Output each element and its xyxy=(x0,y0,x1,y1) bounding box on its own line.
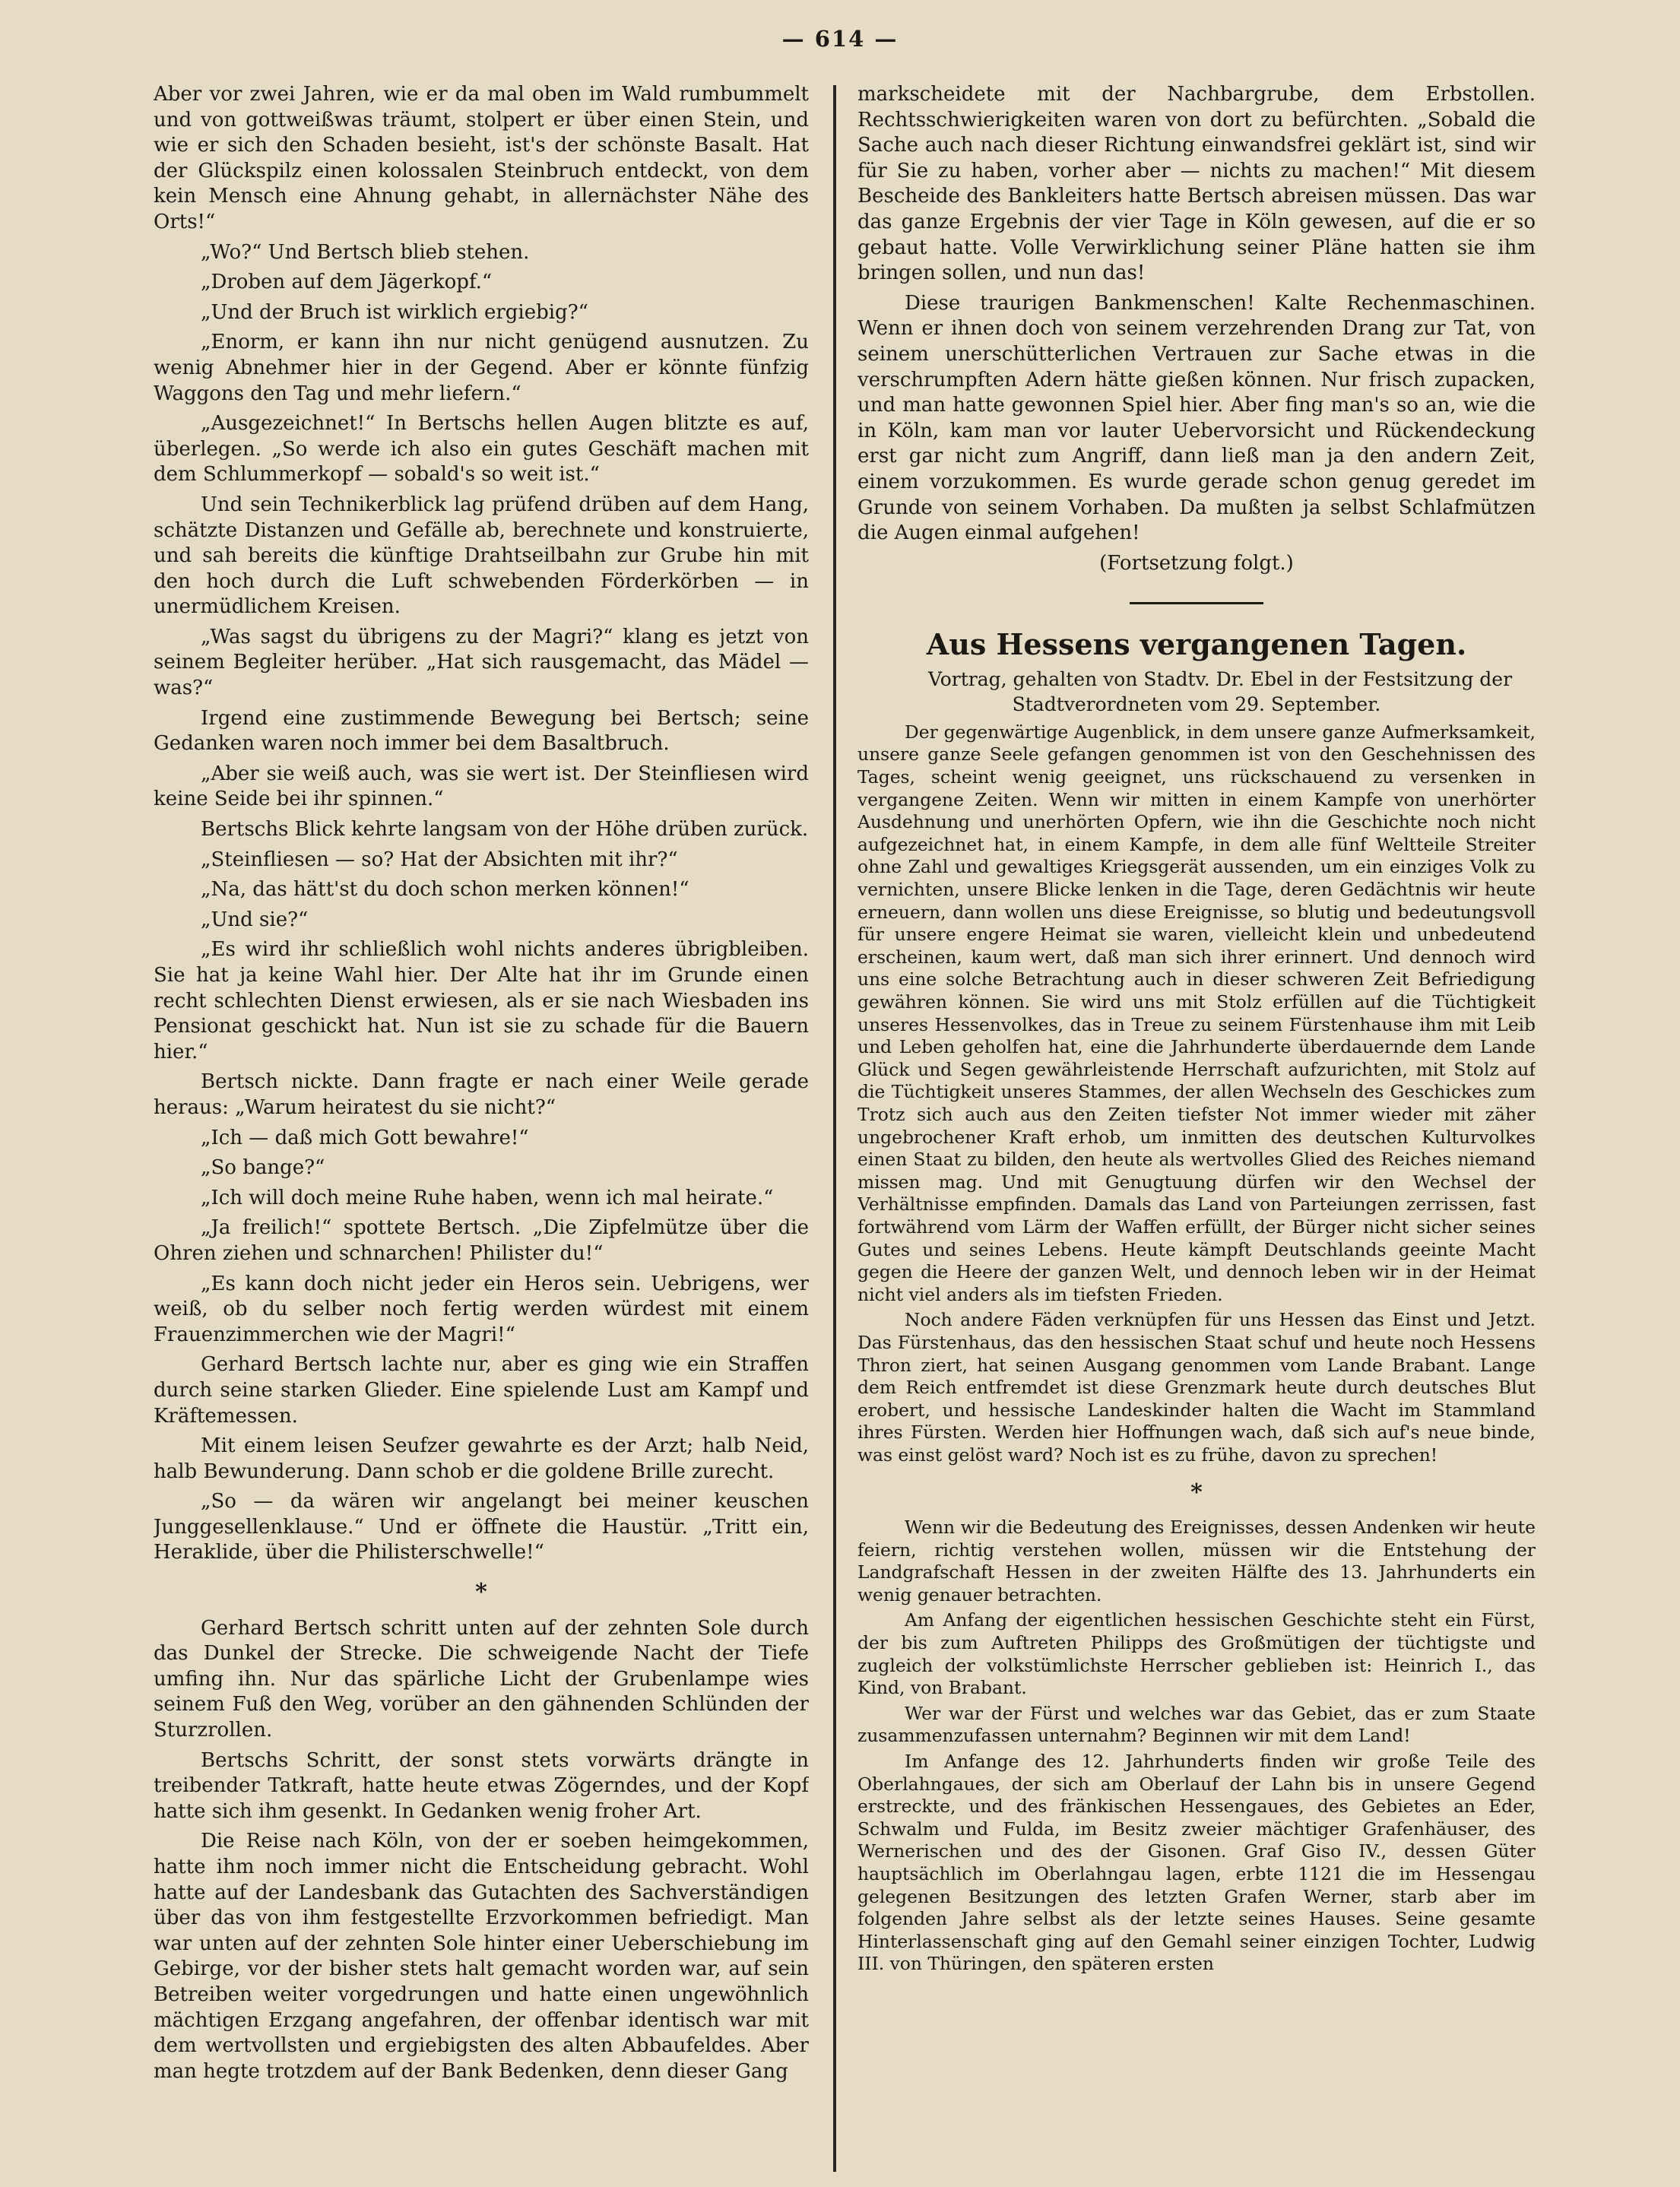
story-paragraph: Diese traurigen Bankmenschen! Kalte Rechenmaschinen. Wenn er ihnen doch von seinem verzehrenden Drang zur Tat, von seinem unerschütterlichen Vertrauen zur Sache etwas in die verschrumpften Adern hätte gießen können. Nur frisch zupacken, und man hatte gewonnen Spiel hier. Aber fing man's so an, wie die in Köln, kam man vor lauter Uebervorsicht und Rückendeckung erst gar nicht zum Angriff, dann ließ man ja den andern Zeit, einem vorzukommen. Es wurde gerade schon genug geredet im Grunde von seinem Vorhaben. Da mußten ja selbst Schlafmützen die Augen einmal aufgehen! xyxy=(857,291,1536,545)
right-column xyxy=(857,82,1536,2175)
story-paragraph: „So — da wären wir angelangt bei meiner keuschen Junggesellenklause.“ Und er öffnete die Haustür. „Tritt ein, Heraklide, über die Philisterschwelle!“ xyxy=(154,1490,809,1564)
story-paragraph: „So bange?“ xyxy=(201,1156,325,1180)
story-paragraph: „Es wird ihr schließlich wohl nichts anderes übrigbleiben. Sie hat ja keine Wahl hier. Der Alte hat ihr im Grunde einen recht schlechten Dienst erwiesen, als er sie nach Wiesbaden ins Pensionat geschickt hat. Nun ist sie zu schade für die Bauern hier.“ xyxy=(154,938,809,1063)
story-paragraph: „Aber sie weiß auch, was sie wert ist. Der Steinfliesen wird keine Seide bei ihr spinnen.“ xyxy=(154,762,809,811)
story-paragraph: „Wo?“ Und Bertsch blieb stehen. xyxy=(201,240,530,264)
story-paragraph: markscheidete mit der Nachbargrube, dem Erbstollen. Rechtsschwierigkeiten waren von dort zu befürchten. „Sobald die Sache auch nach dieser Richtung einwandsfrei geklärt ist, sind wir für Sie zu haben, vorher aber — nichts zu machen!“ Mit diesem Bescheide des Bankleiters hatte Bertsch abreisen müssen. Das war das ganze Ergebnis der vier Tage in Köln gewesen, auf die er so gebaut hatte. Volle Verwirklichung seiner Pläne hatten sie ihm bringen sollen, und nun das! xyxy=(857,83,1536,285)
story-paragraph: „Droben auf dem Jägerkopf.“ xyxy=(201,271,493,294)
story-paragraph: Bertschs Schritt, der sonst stets vorwärts drängte in treibender Tatkraft, hatte heute etwas Zögerndes, und der Kopf hatte sich ihm gesenkt. In Gedanken wenig froher Art. xyxy=(154,1748,809,1823)
story-paragraph: Gerhard Bertsch schritt unten auf der zehnten Sole durch das Dunkel der Strecke. Die schweigende Nacht der Tiefe umfing ihn. Nur das spärliche Licht der Grubenlampe wies seinem Fuß den Weg, vorüber an den gähnenden Schlünden der Sturzrollen. xyxy=(154,1616,809,1742)
story-paragraph: „Was sagst du übrigens zu der Magri?“ klang es jetzt von seinem Begleiter herüber. „Hat sich rausgemacht, das Mädel — was?“ xyxy=(154,625,809,700)
column-divider xyxy=(833,85,836,2172)
story-paragraph: Und sein Technikerblick lag prüfend drüben auf dem Hang, schätzte Distanzen und Gefälle ab, berechnete und konstruierte, und sah bereits die künftige Drahtseilbahn zur Grube hin mit den hoch durch die Luft schwebenden Förderkörben — in unermüdlichem Kreisen. xyxy=(154,493,809,619)
story-paragraph: Die Reise nach Köln, von der er soeben heimgekommen, hatte ihm noch immer nicht die Entscheidung gebracht. Wohl hatte auf der Landesbank das Gutachten des Sachverständigen über das von ihm festgestellte Erzvorkommen befriedigt. Man war unten auf der zehnten Sole hinter einer Ueberschiebung im Gebirge, vor der bisher stets halt gemacht worden war, auf sein Betreiben weiter vorgedrungen und hatte einen ungewöhnlich mächtigen Erzgang angefahren, der offenbar identisch war mit dem wertvollsten und ergiebigsten des alten Abbaufeldes. Aber man hegte trotzdem auf der Bank Bedenken, denn dieser Gang xyxy=(154,1830,809,2083)
story-paragraph: Aber vor zwei Jahren, wie er da mal oben im Wald rumbummelt und von gottweißwas träumt, stolpert er über einen Stein, und wie er sich den Schaden besieht, ist's der schönste Basalt. Hat der Glückspilz einen kolossalen Steinbruch entdeckt, von dem kein Mensch eine Ahnung gehabt, in allernächster Nähe des Orts!“ xyxy=(154,83,809,233)
story-paragraph: Mit einem leisen Seufzer gewahrte es der Arzt; halb Neid, halb Bewunderung. Dann schob er die goldene Brille zurecht. xyxy=(154,1434,809,1483)
story-paragraph: „Und der Bruch ist wirklich ergiebig?“ xyxy=(201,300,588,324)
article-paragraph: Noch andere Fäden verknüpfen für uns Hessen das Einst und Jetzt. Das Fürstenhaus, das den hessischen Staat schuf und heute noch Hessens Thron ziert, hat seinen Ausgang genommen vom Lande Brabant. Lange dem Reich entfremdet ist diese Grenzmark heute durch deutsches Blut erobert, und hessische Landeskinder halten die Wacht im Stammland ihres Fürsten. Werden hier Hoffnungen wach, daß sich auf's neue binde, was einst gelöst ward? Noch ist es zu frühe, davon zu sprechen! xyxy=(857,1309,1536,1466)
section-separator: * xyxy=(1190,1479,1203,1507)
story-paragraph: „Ja freilich!“ spottete Bertsch. „Die Zipfelmütze über die Ohren ziehen und schnarchen! Philister du!“ xyxy=(154,1216,809,1265)
article-title: Aus Hessens vergangenen Tagen. xyxy=(926,627,1467,662)
article-paragraph: Im Anfange des 12. Jahrhunderts finden wir große Teile des Oberlahngaues, der sich am Oberlauf der Lahn bis in unsere Gegend erstreckte, und des fränkischen Hessengaues, des Gebietes an Eder, Schwalm und Fulda, im Besitz zweier mächtiger Grafenhäuser, des Wernerischen und des der Gisonen. Graf Giso IV., dessen Güter hauptsächlich im Oberlahngau lagen, erbte 1121 die im Hessengau gelegenen Besitzungen des letzten Grafen Werner, starb aber im folgenden Jahre selbst als der letzte seines Hauses. Seine gesamte Hinterlassenschaft ging auf den Gemahl seiner einzigen Tochter, Ludwig III. von Thüringen, den späteren ersten xyxy=(857,1751,1536,1975)
story-paragraph: „Ich — daß mich Gott bewahre!“ xyxy=(201,1126,529,1149)
article-paragraph: Wenn wir die Bedeutung des Ereignisses, dessen Andenken wir heute feiern, richtig verstehen wollen, müssen wir die Entstehung der Landgrafschaft Hessen in der zweiten Hälfte des 13. Jahrhunderts ein wenig genauer betrachten. xyxy=(857,1517,1536,1605)
article-subtitle: Vortrag, gehalten von Stadtv. Dr. Ebel in der Festsitzung der Stadtverordneten vom 29. September. xyxy=(927,667,1513,715)
story-paragraph: Gerhard Bertsch lachte nur, aber es ging wie ein Straffen durch seine starken Glieder. Eine spielende Lust am Kampf und Kräftemessen. xyxy=(154,1353,809,1428)
story-paragraph: Bertsch nickte. Dann fragte er nach einer Weile gerade heraus: „Warum heiratest du sie nicht?“ xyxy=(154,1070,809,1119)
article-paragraph: Der gegenwärtige Augenblick, in dem unsere ganze Aufmerksamkeit, unsere ganze Seele gefangen genommen ist von den Geschehnissen des Tages, scheint wenig geeignet, uns rückschauend zu versenken in vergangene Zeiten. Wenn wir mitten in einem Kampfe von unerhörter Ausdehnung und unerhörten Opfern, wie ihn die Geschichte noch nicht aufgezeichnet hat, in einem Kampfe, in dem alle fünf Weltteile Streiter ohne Zahl und gewaltiges Kriegsgerät aussenden, um ein einziges Volk zu vernichten, unsere Blicke lenken in die Tage, deren Gedächtnis wir heute erneuern, dann wollen uns diese Ereignisse, so blutig und bedeutungsvoll für unsere engere Heimat sie waren, vielleicht klein und unbedeutend erscheinen, kaum wert, daß man sich ihrer erinnert. Und dennoch wird uns eine solche Betrachtung auch in dieser schweren Zeit Befriedigung gewähren können. Sie wird uns mit Stolz erfüllen auf die Tüchtigkeit unseres Hessenvolkes, das in Treue zu seinem Fürstenhause ihm mit Leib und Leben geholfen hat, eine die Jahrhunderte überdauernde dem Lande Glück und Segen gewährleistende Herrschaft aufzurichten, mit Stolz auf die Tüchtigkeit unseres Stammes, der allen Wechseln des Geschickes zum Trotz sich auch aus den Zeiten tiefster Not immer wieder mit zäher ungebrochener Kraft erhob, um inmitten des deutschen Kulturvolkes einen Staat zu bilden, den heute als wertvolles Glied des Reiches niemand missen mag. Und mit Genugtuung dürfen wir den Wechsel der Verhältnisse empfinden. Damals das Land von Parteiungen zerrissen, fast fortwährend vom Lärm der Waffen erfüllt, der Bürger nicht sicher seines Gutes und seines Lebens. Heute kämpft Deutschlands geeinte Macht gegen die Heere der ganzen Welt, und dennoch leben wir in der Heimat nicht viel anders als im tiefsten Frieden. xyxy=(857,721,1536,1305)
story-paragraph: „Ich will doch meine Ruhe haben, wenn ich mal heirate.“ xyxy=(201,1186,774,1209)
story-paragraph: „Enorm, er kann ihn nur nicht genügend ausnutzen. Zu wenig Abnehmer hier in der Gegend. Aber er könnte fünfzig Waggons den Tag und mehr liefern.“ xyxy=(154,331,809,405)
section-separator: * xyxy=(475,1579,487,1606)
story-paragraph: „Und sie?“ xyxy=(201,908,309,931)
story-paragraph: Bertschs Blick kehrte langsam von der Höhe drüben zurück. xyxy=(201,818,809,842)
article-paragraph: Am Anfang der eigentlichen hessischen Geschichte steht ein Fürst, der bis zum Auftreten Philipps des Großmütigen der tüchtigste und zugleich der volkstümlichste Herrscher geblieben ist: Heinrich I., das Kind, von Brabant. xyxy=(857,1609,1536,1699)
story-paragraph: „Na, das hätt'st du doch schon merken können!“ xyxy=(201,878,689,902)
page-number: — 614 — xyxy=(781,26,899,52)
story-paragraph: „Ausgezeichnet!“ In Bertschs hellen Augen blitzte es auf, überlegen. „So werde ich also ein gutes Geschäft machen mit dem Schlummerkopf — sobald's so weit ist.“ xyxy=(154,412,809,487)
continued-note: (Fortsetzung folgt.) xyxy=(1099,551,1294,575)
story-paragraph: „Steinfliesen — so? Hat der Absichten mit ihr?“ xyxy=(201,848,678,871)
section-rule xyxy=(1130,602,1263,604)
story-paragraph: „Es kann doch nicht jeder ein Heros sein. Uebrigens, wer weiß, ob du selber noch fertig werden würdest mit einem Frauenzimmerchen wie der Magri!“ xyxy=(154,1272,809,1346)
article-paragraph: Wer war der Fürst und welches war das Gebiet, das er zum Staate zusammenzufassen unternahm? Beginnen wir mit dem Land! xyxy=(857,1702,1536,1747)
story-paragraph: Irgend eine zustimmende Bewegung bei Bertsch; seine Gedanken waren noch immer bei dem Basaltbruch. xyxy=(154,706,809,756)
article-body xyxy=(857,721,1536,1976)
left-column xyxy=(154,82,809,2175)
